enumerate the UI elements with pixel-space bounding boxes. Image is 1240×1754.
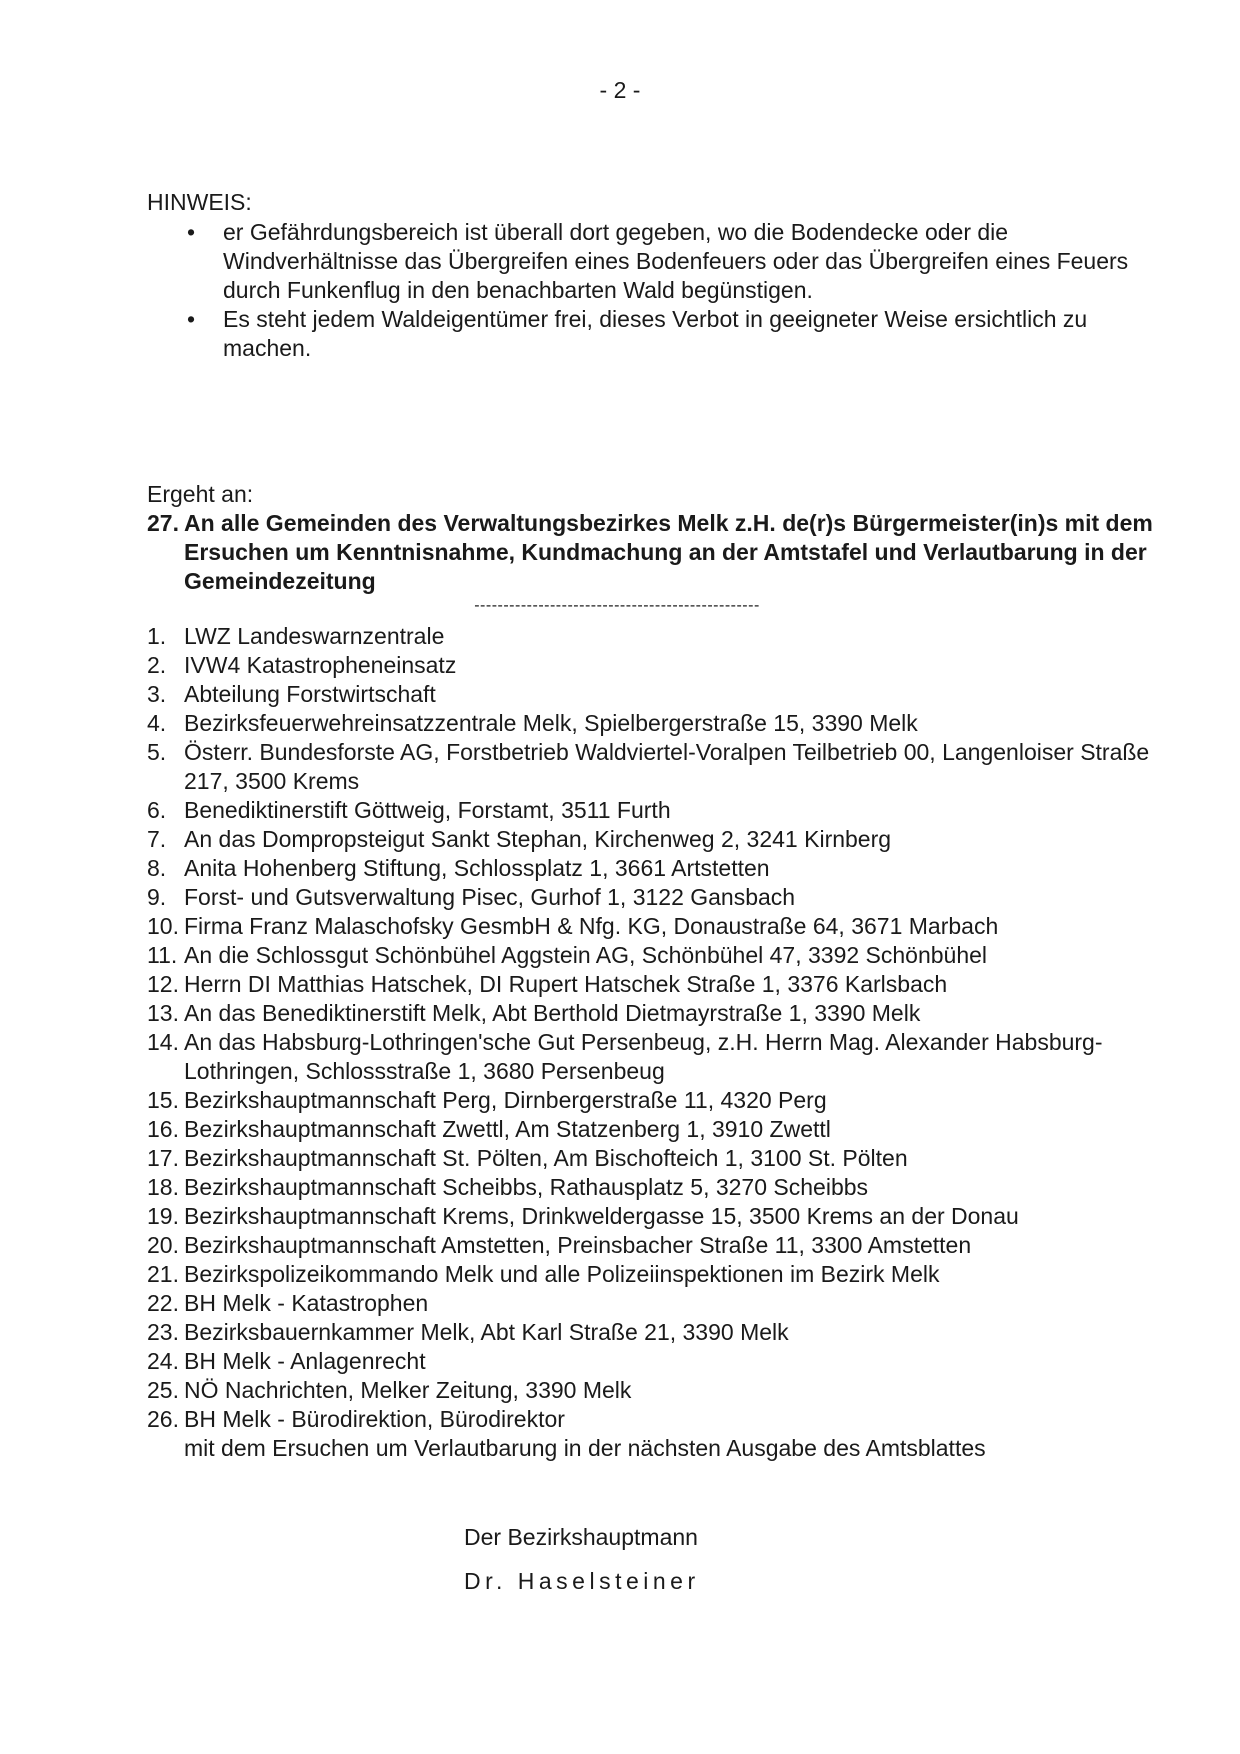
recipient-item [147,1231,1157,1260]
recipient-text: Bezirkshauptmannschaft Krems, Drinkweldergasse 15, 3500 Krems an der Donau [184,1203,1019,1229]
recipient-number: 1. [147,623,167,649]
recipient-number: 3. [147,681,167,707]
recipient-item [147,1260,1157,1289]
recipient-text: Bezirkshauptmannschaft Perg, Dirnbergerstraße 11, 4320 Perg [184,1087,827,1113]
hinweis-bullet: • Es steht jedem Waldeigentümer frei, dieses Verbot in geeigneter Weise ersichtlich zu machen. [147,305,1147,363]
recipient-number: 18. [147,1174,179,1200]
recipient-number: 21. [147,1261,179,1287]
recipient-number: 20. [147,1232,179,1258]
recipient-item [147,970,1157,999]
recipient-number: 6. [147,797,167,823]
recipient-text: An das Benediktinerstift Melk, Abt Berthold Dietmayrstraße 1, 3390 Melk [184,1000,921,1026]
recipient-item [147,1376,1157,1405]
hinweis-bullet-list [147,218,1147,363]
main-item-number: 27. [147,510,179,536]
recipient-item [147,709,1157,738]
recipient-item [147,1347,1157,1376]
recipient-text: An das Dompropsteigut Sankt Stephan, Kirchenweg 2, 3241 Kirnberg [184,826,892,852]
recipient-item [147,1405,1157,1434]
recipient-number: 16. [147,1116,179,1142]
recipient-number: 13. [147,1000,179,1026]
recipient-suffix-note: mit dem Ersuchen um Verlautbarung in der nächsten Ausgabe des Amtsblattes [184,1435,986,1461]
recipient-text: Bezirksfeuerwehreinsatzzentrale Melk, Spielbergerstraße 15, 3390 Melk [184,710,918,736]
recipient-item [147,1318,1157,1347]
recipient-item [147,680,1157,709]
recipient-text: Bezirkshauptmannschaft Amstetten, Preinsbacher Straße 11, 3300 Amstetten [184,1232,972,1258]
main-item-text: An alle Gemeinden des Verwaltungsbezirkes Melk z.H. de(r)s Bürgermeister(in)s mit dem Ersuchen um Kenntnisnahme, Kundmachung an der Amtstafel und Verlautbarung in der Gemeindezeitung [184,510,1153,594]
recipient-text: Firma Franz Malaschofsky GesmbH & Nfg. KG, Donaustraße 64, 3671 Marbach [184,913,999,939]
recipient-text: Forst- und Gutsverwaltung Pisec, Gurhof 1, 3122 Gansbach [184,884,796,910]
recipient-number: 17. [147,1145,179,1171]
recipient-item [147,941,1157,970]
recipient-number: 12. [147,971,179,997]
recipient-number: 4. [147,710,167,736]
recipient-number: 15. [147,1087,179,1113]
recipient-text: NÖ Nachrichten, Melker Zeitung, 3390 Melk [184,1377,632,1403]
recipient-item [147,1115,1157,1144]
recipient-item [147,912,1157,941]
recipient-list [147,622,1157,1463]
recipient-text: Abteilung Forstwirtschaft [184,681,436,707]
recipient-number: 26. [147,1406,179,1432]
recipient-text: Bezirkshauptmannschaft St. Pölten, Am Bischofteich 1, 3100 St. Pölten [184,1145,908,1171]
recipient-text: Benediktinerstift Göttweig, Forstamt, 3511 Furth [184,797,671,823]
recipient-item [147,1173,1157,1202]
recipient-text: Herrn DI Matthias Hatschek, DI Rupert Hatschek Straße 1, 3376 Karlsbach [184,971,948,997]
recipient-text: An das Habsburg-Lothringen'sche Gut Persenbeug, z.H. Herrn Mag. Alexander Habsburg-Lothringen, Schlossstraße 1, 3680 Persenbeug [184,1029,1103,1084]
separator-line: ------------------------------------------------- [474,597,760,614]
recipient-number: 7. [147,826,167,852]
recipient-item [147,1028,1157,1086]
recipient-number: 19. [147,1203,179,1229]
recipient-text: Bezirksbauernkammer Melk, Abt Karl Straße 21, 3390 Melk [184,1319,789,1345]
recipient-item [147,854,1157,883]
recipient-text: BH Melk - Anlagenrecht [184,1348,426,1374]
signature-title: Der Bezirkshauptmann [464,1524,698,1550]
recipient-item [147,999,1157,1028]
recipient-number: 11. [147,942,178,968]
recipient-item [147,796,1157,825]
recipient-number: 25. [147,1377,179,1403]
recipient-number: 10. [147,913,179,939]
recipient-text: Bezirkshauptmannschaft Zwettl, Am Statzenberg 1, 3910 Zwettl [184,1116,831,1142]
recipient-number: 14. [147,1029,179,1055]
recipient-text: An die Schlossgut Schönbühel Aggstein AG, Schönbühel 47, 3392 Schönbühel [184,942,988,968]
hinweis-bullet: • er Gefährdungsbereich ist überall dort gegeben, wo die Bodendecke oder die Windverhältnisse das Übergreifen eines Bodenfeuers oder das Übergreifen eines Feuers durch Funkenflug in den benachbarten Wald begünstigen. [147,218,1147,305]
recipient-number: 8. [147,855,167,881]
recipient-text: Anita Hohenberg Stiftung, Schlossplatz 1, 3661 Artstetten [184,855,770,881]
recipient-text: BH Melk - Bürodirektion, Bürodirektor [184,1406,565,1432]
recipient-number: 2. [147,652,167,678]
main-distribution-item [147,509,1194,596]
recipient-number: 23. [147,1319,179,1345]
recipient-item [147,1086,1157,1115]
recipient-item [147,622,1157,651]
recipient-number: 9. [147,884,167,910]
recipient-item [147,1144,1157,1173]
recipient-text: LWZ Landeswarnzentrale [184,623,445,649]
recipient-number: 5. [147,739,167,765]
recipient-text: BH Melk - Katastrophen [184,1290,429,1316]
recipient-item [147,1289,1157,1318]
hinweis-heading: HINWEIS: [147,189,252,215]
recipient-number: 24. [147,1348,179,1374]
recipient-text: Österr. Bundesforste AG, Forstbetrieb Waldviertel-Voralpen Teilbetrieb 00, Langenloiser Straße 217, 3500 Krems [184,739,1150,794]
recipient-item [147,1202,1157,1231]
recipient-item [147,738,1157,796]
recipient-text: IVW4 Katastropheneinsatz [184,652,457,678]
recipient-text: Bezirkshauptmannschaft Scheibbs, Rathausplatz 5, 3270 Scheibbs [184,1174,869,1200]
distribution-heading: Ergeht an: [147,481,254,507]
recipient-item [147,883,1157,912]
signature-name: Dr. Haselsteiner [464,1568,700,1594]
recipient-item [147,651,1157,680]
recipient-number: 22. [147,1290,179,1316]
page-number: - 2 - [599,77,641,103]
recipient-item [147,825,1157,854]
recipient-text: Bezirkspolizeikommando Melk und alle Polizeiinspektionen im Bezirk Melk [184,1261,940,1287]
